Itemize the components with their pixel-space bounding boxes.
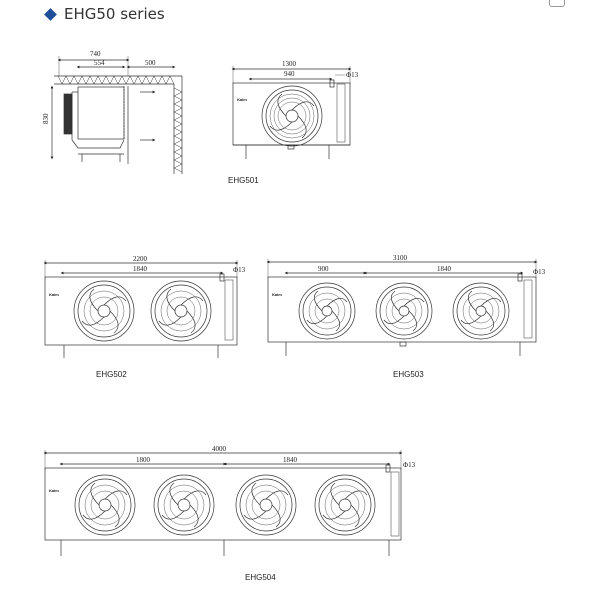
logo-501: Kaim: [237, 97, 247, 102]
ehg501-drawing: [233, 66, 350, 159]
dim-side-inner: 554: [94, 59, 105, 67]
logo-503: Kaim: [272, 292, 282, 297]
dim-503-span-a: 900: [318, 265, 329, 273]
dim-side-clearance: 500: [145, 59, 156, 67]
page-title: EHG50 series: [64, 5, 165, 23]
dim-504-hole: Φ13: [403, 461, 416, 469]
dim-504-overall: 4000: [212, 445, 226, 453]
logo-502: Kaim: [49, 292, 59, 297]
ehg502-drawing: [45, 260, 237, 358]
dim-501-fan-span: 940: [284, 70, 295, 78]
label-ehg503: EHG503: [393, 370, 424, 379]
side-view-drawing: [52, 56, 182, 174]
dim-501-hole: Φ13: [346, 71, 359, 79]
label-ehg504: EHG504: [245, 573, 276, 582]
dim-504-span-b: 1840: [283, 456, 297, 464]
dim-502-hole: Φ13: [233, 266, 246, 274]
label-ehg501: EHG501: [228, 176, 259, 185]
dim-504-span-a: 1800: [136, 456, 150, 464]
dim-503-span-b: 1840: [437, 265, 451, 273]
dim-side-height: 830: [42, 113, 50, 124]
ehg503-drawing: [268, 259, 536, 356]
dim-501-overall: 1300: [282, 60, 296, 68]
dim-503-overall: 3100: [393, 254, 407, 262]
dim-503-hole: Φ13: [533, 268, 546, 276]
logo-504: Kaim: [49, 488, 59, 493]
label-ehg502: EHG502: [96, 370, 127, 379]
dim-502-fan-span: 1840: [133, 265, 147, 273]
dim-side-total: 740: [90, 50, 101, 58]
ehg504-drawing: [45, 450, 401, 556]
dim-502-overall: 2200: [133, 255, 147, 263]
